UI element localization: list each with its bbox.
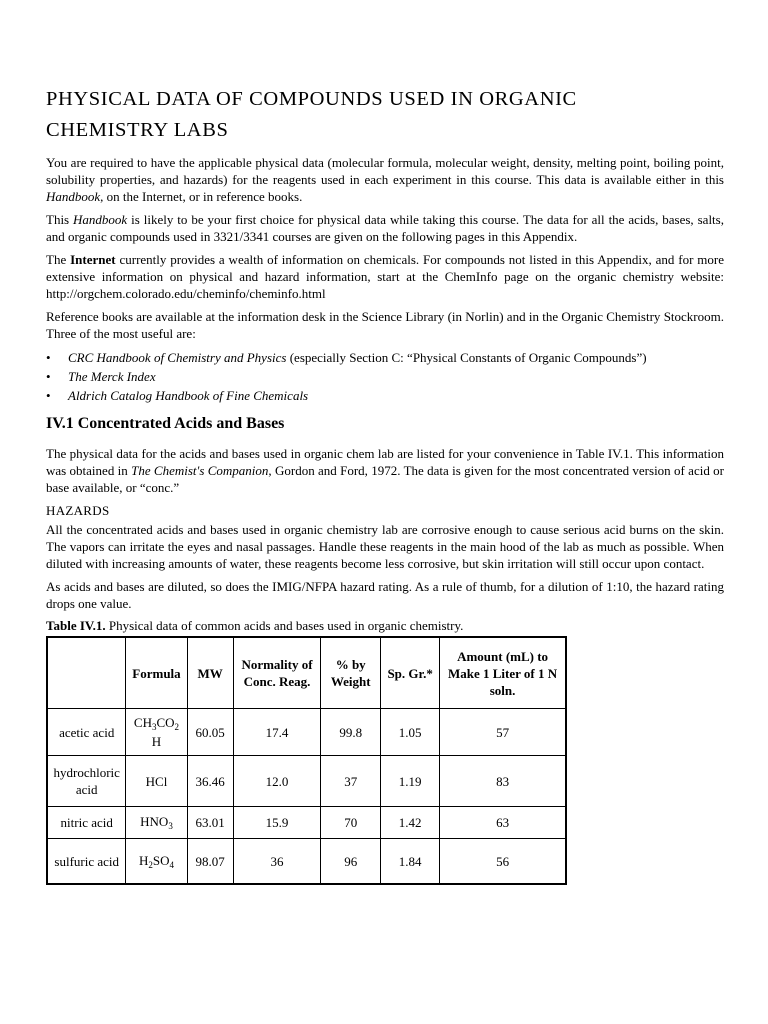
bullet-icon: • — [46, 369, 51, 384]
compound-amount: 57 — [440, 709, 566, 756]
compound-mw: 36.46 — [187, 756, 233, 807]
header-spgr: Sp. Gr.* — [381, 637, 440, 709]
intro-paragraph-4: Reference books are available at the information desk in the Science Library (in Norlin) and in the Organic Chemistry Stockroom. Three of the most useful are: — [46, 309, 724, 341]
header-mw: MW — [187, 637, 233, 709]
table-row — [47, 756, 566, 807]
compound-formula: $HNO_3$ — [126, 807, 187, 839]
compound-amount: 83 — [440, 756, 566, 807]
header-normality: Normality of Conc. Reag. — [233, 637, 320, 709]
compound-spgr: 1.19 — [381, 756, 440, 807]
compound-name: nitric acid — [47, 807, 126, 839]
reference-list — [46, 348, 724, 405]
header-weight: % by Weight — [321, 637, 381, 709]
bullet-icon: • — [46, 388, 51, 403]
compound-mw: 60.05 — [187, 709, 233, 756]
compound-weight: 37 — [321, 756, 381, 807]
compound-amount: 63 — [440, 807, 566, 839]
intro-paragraph-1: You are required to have the applicable physical data (molecular formula, molecular weight, density, melting point, boiling point, solubility properties, and hazards) for the reagents used in each experiment in this course. This data is available either in this Handbook, on the Internet, or in reference books. — [46, 155, 724, 204]
compound-normality: 12.0 — [233, 756, 320, 807]
compound-amount: 56 — [440, 839, 566, 885]
header-blank — [47, 637, 126, 709]
compound-weight: 70 — [321, 807, 381, 839]
header-formula: Formula — [126, 637, 187, 709]
compound-normality: 15.9 — [233, 807, 320, 839]
reference-item: • The Merck Index — [46, 369, 156, 384]
compound-normality: 36 — [233, 839, 320, 885]
hazards-heading: HAZARDS — [46, 503, 110, 518]
compound-spgr: 1.05 — [381, 709, 440, 756]
intro-paragraph-2: This Handbook is likely to be your first choice for physical data while taking this course. The data for all the acids, bases, salts, and organic compounds used in 3321/3341 courses are given on the following pages in this Appendix. — [46, 212, 724, 244]
reference-item: • Aldrich Catalog Handbook of Fine Chemicals — [46, 388, 309, 403]
compound-name: sulfuric acid — [47, 839, 126, 885]
table-row — [47, 839, 566, 885]
compound-name: hydrochloric acid — [47, 756, 126, 807]
header-amount: Amount (mL) to Make 1 Liter of 1 N soln. — [440, 637, 566, 709]
page-title-line-2: CHEMISTRY LABS — [46, 119, 229, 141]
compound-spgr: 1.42 — [381, 807, 440, 839]
compound-formula: $CH_3CO_2$ H — [126, 709, 187, 756]
table-row — [47, 807, 566, 839]
compound-formula: HCl — [126, 756, 187, 807]
compound-mw: 98.07 — [187, 839, 233, 885]
reference-item: • CRC Handbook of Chemistry and Physics (especially Section C: “Physical Constants of Organic Compounds”) — [46, 350, 647, 365]
compound-mw: 63.01 — [187, 807, 233, 839]
section-heading: IV.1 Concentrated Acids and Bases — [46, 415, 285, 432]
table-header-row — [47, 637, 566, 709]
compound-name: acetic acid — [47, 709, 126, 756]
acids-bases-table — [46, 636, 567, 885]
intro-paragraph-3: The Internet currently provides a wealth of information on chemicals. For compounds not listed in this Appendix, and for more extensive information on physical and hazard information, start at the ChemInfo page on the organic chemistry website: http://orgchem.colorado.edu/cheminfo/cheminfo.html — [46, 252, 724, 301]
compound-normality: 17.4 — [233, 709, 320, 756]
hazards-paragraph-1: All the concentrated acids and bases used in organic chemistry lab are corrosive enough to cause serious acid burns on the skin. The vapors can irritate the eyes and nasal passages. Handle these reagents in the main hood of the lab as much as possible. When diluted with increasing amounts of water, these reagents become less corrosive, but skin irritation will still occur upon contact. — [46, 522, 724, 571]
hazards-paragraph-2: As acids and bases are diluted, so does the IMIG/NFPA hazard rating. As a rule of thumb, for a dilution of 1:10, the hazard rating drops one value. — [46, 579, 724, 611]
bullet-icon: • — [46, 350, 51, 365]
compound-weight: 99.8 — [321, 709, 381, 756]
compound-weight: 96 — [321, 839, 381, 885]
section-paragraph: The physical data for the acids and bases used in organic chem lab are listed for your convenience in Table IV.1. This information was obtained in The Chemist's Companion, Gordon and Ford, 1972. The data is given for the most concentrated version of acid or base available, or “conc.” — [46, 446, 724, 495]
table-row — [47, 709, 566, 756]
compound-formula: $H_2SO_4$ — [126, 839, 187, 885]
page-title — [46, 84, 724, 146]
page-title-line-1: PHYSICAL DATA OF COMPOUNDS USED IN ORGANIC — [46, 88, 577, 110]
compound-spgr: 1.84 — [381, 839, 440, 885]
table-caption: Table IV.1. Physical data of common acids and bases used in organic chemistry. — [46, 618, 464, 633]
